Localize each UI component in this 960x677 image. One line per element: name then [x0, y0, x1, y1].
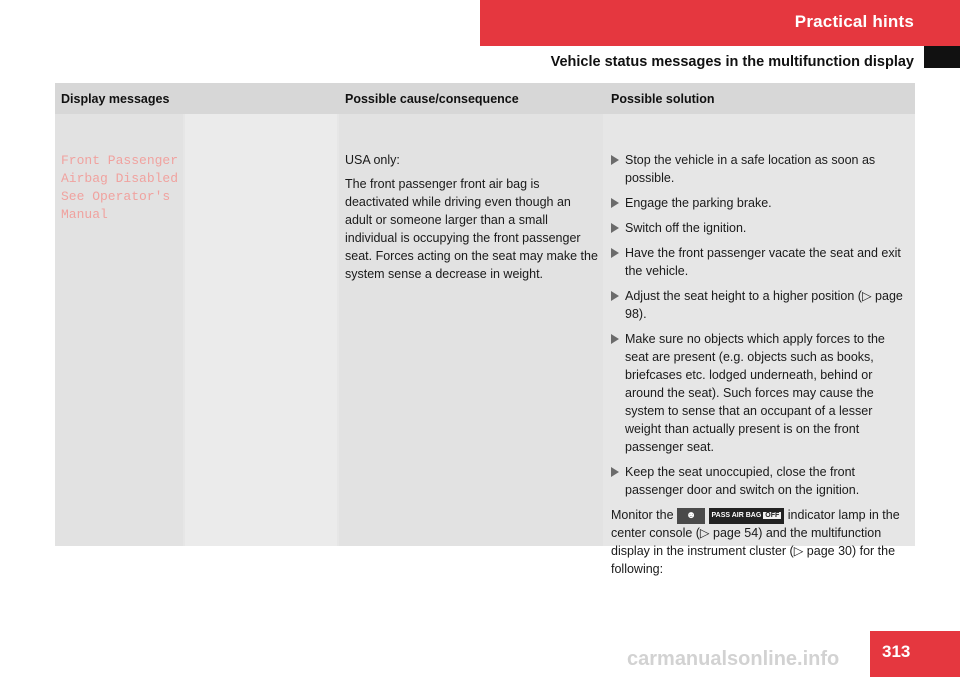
status-message-table — [55, 83, 915, 576]
monitor-note: Monitor the ☻ PASS AIR BAG OFF indicator lamp in the center console (▷ page 54) and the multifunction display in the instrument cluster (▷ page 30) for the following: — [611, 508, 900, 576]
page-subtitle: Vehicle status messages in the multifunction display — [550, 54, 914, 70]
solution-step: Switch off the ignition. — [611, 219, 911, 237]
col-header-cause: Possible cause/consequence — [345, 92, 519, 106]
page-number: 313 — [882, 642, 911, 661]
table-header — [55, 83, 915, 114]
watermark: carmanualsonline.info — [627, 648, 840, 670]
cause-cell — [339, 114, 603, 546]
seat-occupant-icon: ☻ — [677, 508, 705, 524]
triangle-right-icon — [611, 291, 619, 301]
display-message-line: Front Passenger — [61, 153, 179, 168]
solution-step: Make sure no objects which apply forces to the seat are present (e.g. objects such as books, briefcases etc. lodged underneath, behind or around the seat). Such forces may cause the system to sense that an occupant of a lesser weight than actually present is on the front passenger seat. — [611, 330, 911, 456]
triangle-right-icon — [611, 223, 619, 233]
header-tab-marker — [924, 46, 960, 68]
triangle-right-icon — [611, 155, 619, 165]
triangle-right-icon — [611, 334, 619, 344]
cause-text: The front passenger front air bag is deactivated while driving even though an adult or someone larger than a small individual is occupying the front passenger seat. Forces acting on the seat may make the system sense a decrease in weight. — [345, 177, 598, 281]
solution-step: Have the front passenger vacate the seat and exit the vehicle. — [611, 244, 911, 280]
col-header-solution: Possible solution — [611, 92, 715, 106]
table-row — [55, 114, 915, 576]
header-bar — [480, 0, 960, 46]
triangle-right-icon — [611, 248, 619, 258]
display-message-line: Airbag Disabled — [61, 171, 179, 186]
triangle-right-icon — [611, 467, 619, 477]
cause-heading: USA only: — [345, 153, 400, 167]
display-message-line: Manual — [61, 207, 108, 222]
page-number-tab — [870, 631, 960, 677]
solution-step: Adjust the seat height to a higher position (▷ page 98). — [611, 287, 911, 323]
display-message-line: See Operator's — [61, 189, 171, 204]
solution-step: Stop the vehicle in a safe location as soon as possible. — [611, 151, 911, 187]
display-message-text — [61, 152, 178, 224]
section-title: Practical hints — [794, 12, 914, 31]
solution-step: Engage the parking brake. — [611, 194, 911, 212]
empty-cell — [185, 114, 337, 546]
solution-step: Keep the seat unoccupied, close the front passenger door and switch on the ignition. — [611, 463, 911, 499]
triangle-right-icon — [611, 198, 619, 208]
solution-cell — [605, 114, 915, 576]
col-header-display-messages: Display messages — [61, 92, 170, 106]
pass-airbag-off-lamp-icon: PASS AIR BAG OFF — [709, 508, 785, 524]
